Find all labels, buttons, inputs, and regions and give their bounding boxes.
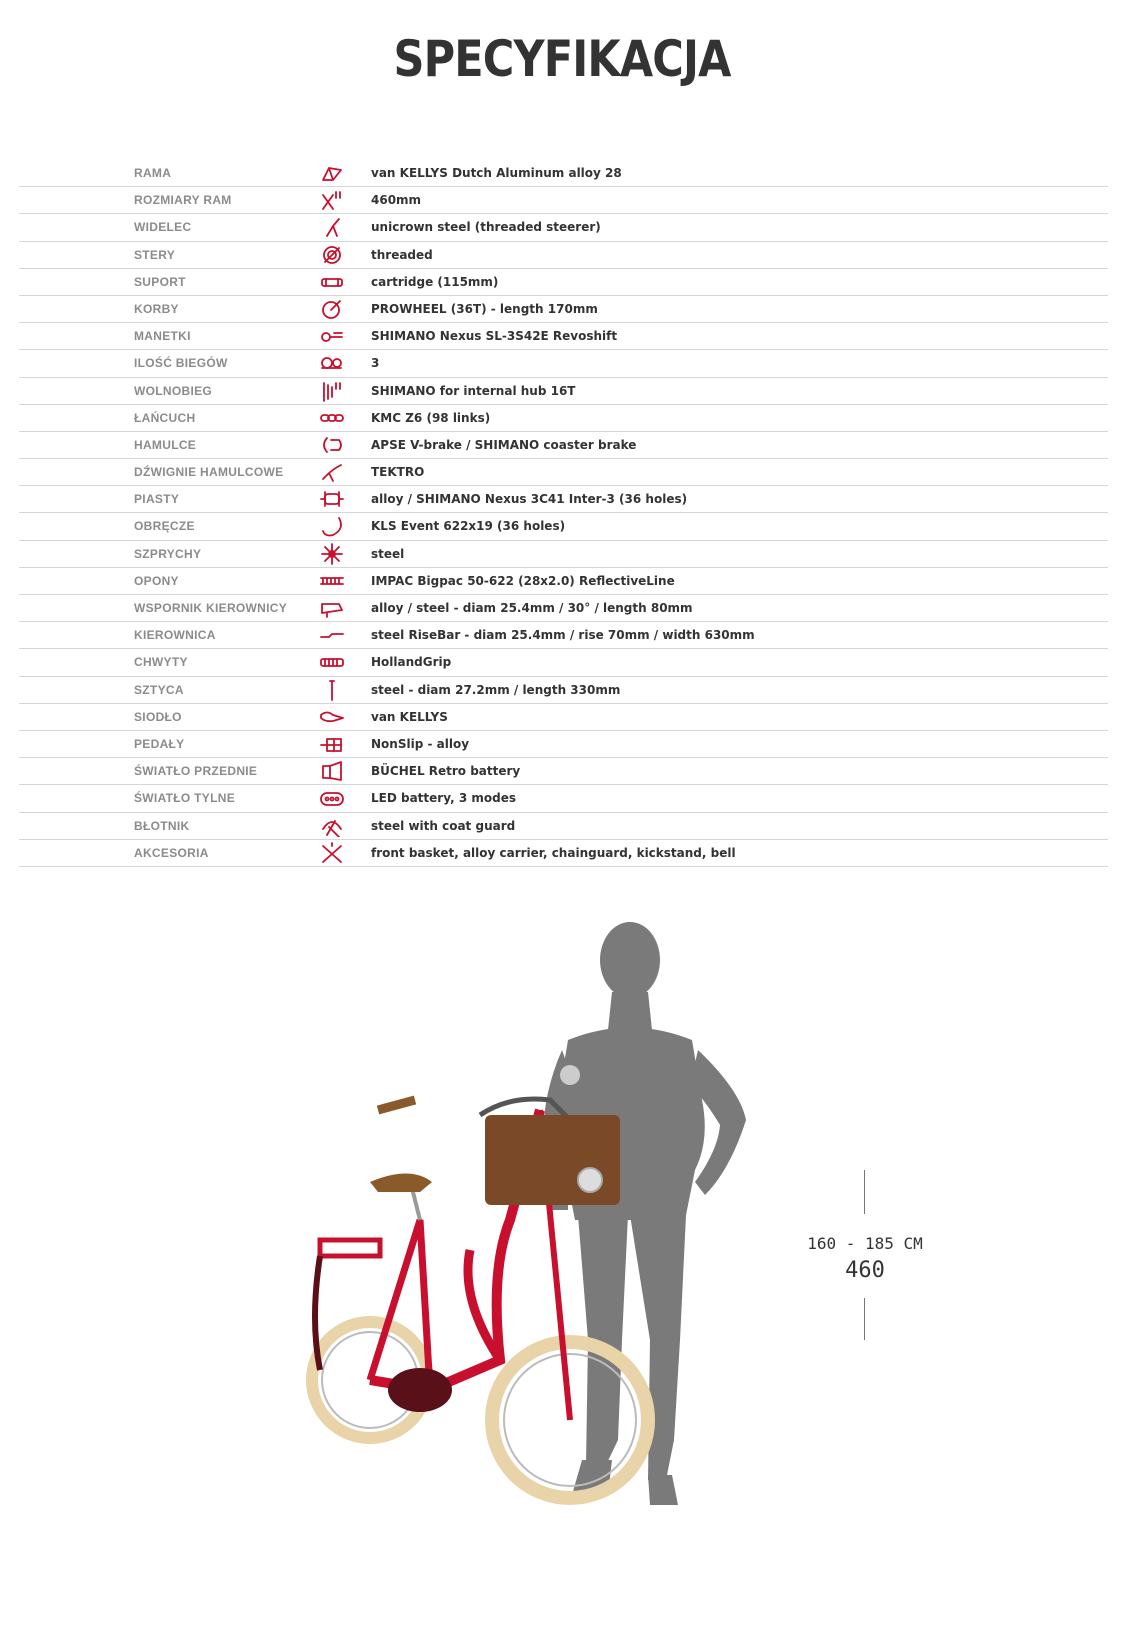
crankset-icon [319,298,345,320]
pedals-icon [319,733,345,755]
spec-label: ROZMIARY RAM [134,193,232,208]
rear-light-icon [319,787,345,809]
spec-row [19,269,1108,296]
spec-label: ŚWIATŁO TYLNE [134,791,236,806]
tire-icon [319,570,345,592]
spec-row [19,513,1108,540]
front-light-icon [319,760,345,782]
spec-value: alloy / SHIMANO Nexus 3C41 Inter-3 (36 holes) [371,492,688,507]
spec-row [19,704,1108,731]
spec-label: STERY [134,247,176,262]
spec-row [19,214,1108,241]
headset-icon [319,244,345,266]
bike-with-rider-illustration [300,920,840,1620]
spec-row [19,378,1108,405]
freewheel-icon [319,380,345,402]
spec-label: SZTYCA [134,682,184,697]
spec-label: OBRĘCZE [134,519,195,534]
spec-row [19,242,1108,269]
spec-value: LED battery, 3 modes [371,791,516,806]
spec-label: DŹWIGNIE HAMULCOWE [134,465,284,480]
spec-value: alloy / steel - diam 25.4mm / 30° / length 80mm [371,601,693,615]
spec-value: HollandGrip [371,655,452,670]
spec-value: 3 [371,356,380,371]
spec-value: cartridge (115mm) [371,274,499,289]
page-title: SPECYFIKACJA [393,30,731,88]
spec-value: 460mm [371,193,422,208]
spec-value: BÜCHEL Retro battery [371,764,521,779]
chain-icon [319,407,345,429]
spec-value: TEKTRO [371,465,425,480]
frame-size: 460 [845,1258,885,1283]
spec-value: IMPAC Bigpac 50-622 (28x2.0) ReflectiveLine [371,573,675,588]
spec-row [19,486,1108,513]
spokes-icon [319,543,345,565]
spec-value: SHIMANO for internal hub 16T [371,383,576,398]
spec-label: SZPRYCHY [134,546,202,561]
spec-label: AKCESORIA [134,845,209,860]
spec-row [19,813,1108,840]
spec-table [19,160,1108,867]
spec-row [19,541,1108,568]
spec-row [19,731,1108,758]
spec-label: KORBY [134,301,179,316]
spec-value: front basket, alloy carrier, chainguard, kickstand, bell [371,845,736,860]
spec-label: OPONY [134,573,179,588]
spec-label: ILOŚĆ BIEGÓW [134,356,228,371]
spec-value: KLS Event 622x19 (36 holes) [371,519,566,534]
frame-icon [319,162,345,184]
spec-row [19,568,1108,595]
bike-rider-svg [300,920,840,1620]
spec-row [19,595,1108,622]
seatpost-icon [319,679,345,701]
spec-row [19,432,1108,459]
bottom-bracket-icon [319,271,345,293]
grips-icon [319,651,345,673]
spec-row [19,405,1108,432]
spec-value: steel - diam 27.2mm / length 330mm [371,682,621,697]
gears-icon [319,352,345,374]
spec-row [19,840,1108,867]
spec-label: SIODŁO [134,709,182,724]
size-guide-line-top [864,1170,865,1214]
spec-label: WOLNOBIEG [134,383,213,398]
spec-row [19,758,1108,785]
shifter-icon [319,325,345,347]
spec-label: ŚWIATŁO PRZEDNIE [134,764,258,779]
accessories-icon [319,842,345,864]
spec-label: SUPORT [134,274,186,289]
fork-icon [319,216,345,238]
frame-size-icon [319,189,345,211]
spec-label: MANETKI [134,329,191,344]
spec-value: unicrown steel (threaded steerer) [371,220,601,235]
spec-row [19,677,1108,704]
spec-row [19,622,1108,649]
stem-icon [319,597,345,619]
spec-row [19,350,1108,377]
spec-label: WSPORNIK KIEROWNICY [134,601,288,615]
spec-value: threaded [371,247,433,262]
spec-row [19,785,1108,812]
spec-value: NonSlip - alloy [371,736,470,751]
spec-label: WIDELEC [134,220,192,235]
spec-row [19,323,1108,350]
brake-lever-icon [319,461,345,483]
spec-label: RAMA [134,166,172,180]
spec-value: steel RiseBar - diam 25.4mm / rise 70mm / width 630mm [371,628,755,643]
size-guide-line-bottom [864,1298,865,1340]
handlebar-icon [319,624,345,646]
fender-icon [319,815,345,837]
spec-label: HAMULCE [134,437,197,452]
spec-value: KMC Z6 (98 links) [371,410,491,425]
spec-label: BŁOTNIK [134,818,190,833]
spec-row [19,296,1108,323]
spec-label: PEDAŁY [134,736,185,751]
spec-row [19,649,1108,676]
spec-value: van KELLYS [371,709,448,724]
spec-label: PIASTY [134,492,180,507]
spec-value: van KELLYS Dutch Aluminum alloy 28 [371,166,622,180]
spec-label: KIEROWNICA [134,628,216,643]
spec-row [19,160,1108,187]
brake-icon [319,434,345,456]
spec-label: ŁAŃCUCH [134,410,196,425]
rim-icon [319,515,345,537]
spec-value: SHIMANO Nexus SL-3S42E Revoshift [371,329,618,344]
spec-value: PROWHEEL (36T) - length 170mm [371,301,598,316]
size-guide [800,1170,930,1340]
spec-row [19,459,1108,486]
spec-row [19,187,1108,214]
spec-value: steel with coat guard [371,818,516,833]
spec-label: CHWYTY [134,655,188,670]
spec-value: steel [371,546,405,561]
saddle-icon [319,706,345,728]
height-range: 160 - 185 CM [807,1234,923,1253]
spec-value: APSE V-brake / SHIMANO coaster brake [371,437,637,452]
hub-icon [319,488,345,510]
